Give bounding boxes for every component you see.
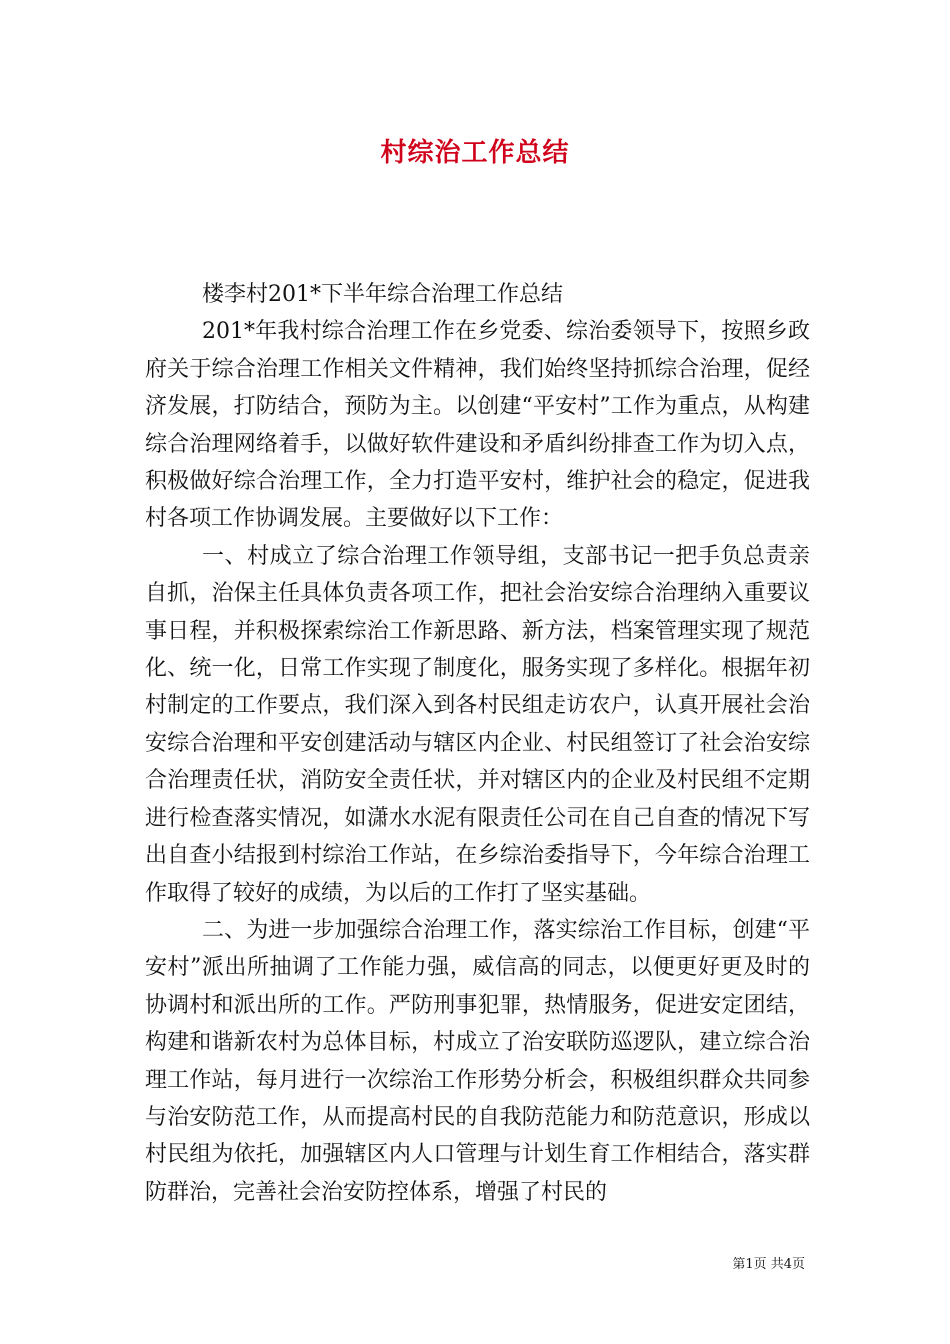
body-paragraph-section-2: 二、为进一步加强综合治理工作，落实综治工作目标，创建“平安村”派出所抽调了工作能力强，威信高的同志，以便更好更及时的协调村和派出所的工作。严防刑事犯罪，热情服务，促进安定团结，构建和谐新农村为总体目标，村成立了治安联防巡逻队，建立综合治理工作站，每月进行一次综治工作形势分析会，积极组织群众共同参与治安防范工作，从而提高村民的自我防范能力和防范意识，形成以村民组为依托，加强辖区内人口管理与计划生育工作相结合，落实群防群治，完善社会治安防控体系，增强了村民的 xyxy=(145,917,810,1205)
body-paragraph-section-1: 一、村成立了综合治理工作领导组，支部书记一把手负总责亲自抓，治保主任具体负责各项工作，把社会治安综合治理纳入重要议事日程，并积极探索综治工作新思路、新方法，档案管理实现了规范化、统一化，日常工作实现了制度化，服务实现了多样化。根据年初村制定的工作要点，我们深入到各村民组走访农户，认真开展社会治安综合治理和平安创建活动与辖区内企业、村民组签订了社会治安综合治理责任状，消防安全责任状，并对辖区内的企业及村民组不定期进行检查落实情况，如潇水水泥有限责任公司在自己自查的情况下写出自查小结报到村综治工作站，在乡综治委指导下，今年综合治理工作取得了较好的成绩，为以后的工作打了坚实基础。 xyxy=(145,543,810,906)
body-paragraph-subtitle: 楼李村201*下半年综合治理工作总结 xyxy=(202,282,563,307)
body-paragraph-intro: 201*年我村综合治理工作在乡党委、综治委领导下，按照乡政府关于综合治理工作相关文件精神，我们始终坚持抓综合治理，促经济发展，打防结合，预防为主。以创建“平安村”工作为重点，从构建综合治理网络着手，以做好软件建设和矛盾纠纷排查工作为切入点，积极做好综合治理工作，全力打造平安村，维护社会的稳定，促进我村各项工作协调发展。主要做好以下工作： xyxy=(145,319,810,532)
document-title: 村综治工作总结 xyxy=(380,138,570,168)
document-body xyxy=(145,276,810,1211)
page-number: 第1页 共4页 xyxy=(732,1257,805,1272)
